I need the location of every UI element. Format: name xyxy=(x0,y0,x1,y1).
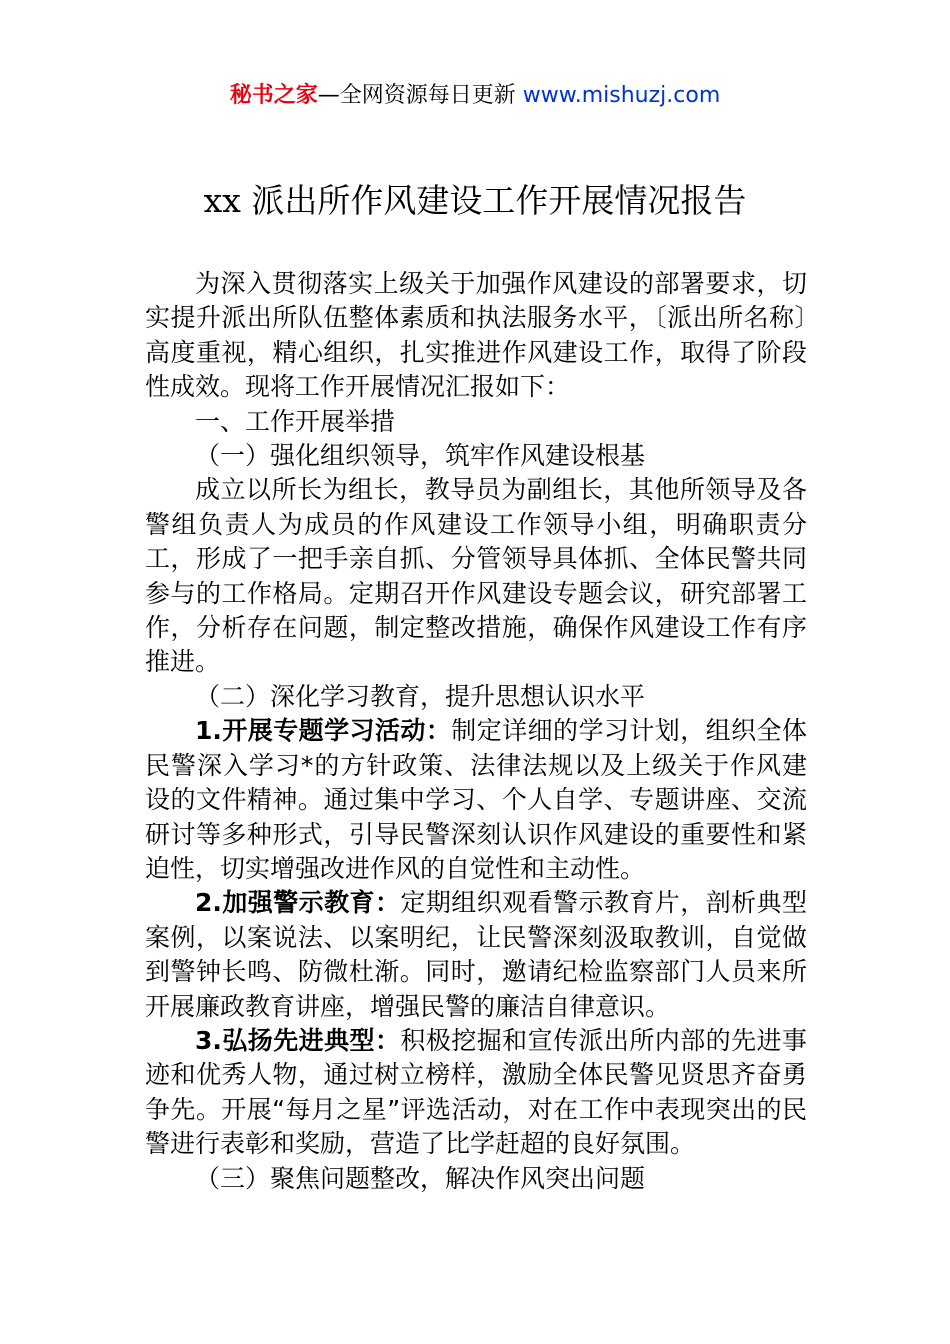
subsection-1-paragraph: 成立以所长为组长，教导员为副组长，其他所领导及各警组负责人为成员的作风建设工作领导小组，明确职责分工，形成了一把手亲自抓、分管领导具体抓、全体民警共同参与的工作格局。定期召开作风建设专题会议，研究部署工作，分析存在问题，制定整改措施，确保作风建设工作有序推进。 xyxy=(145,475,807,677)
subsection-heading-2: （二）深化学习教育，提升思想认识水平 xyxy=(195,681,646,711)
document-title xyxy=(0,178,950,224)
title-text: 派出所作风建设工作开展情况报告 xyxy=(251,181,747,220)
title-prefix: xx xyxy=(203,181,252,220)
site-url[interactable]: www.mishuzj.com xyxy=(522,83,721,108)
list-item-1-lead: 1.开展专题学习活动： xyxy=(195,716,452,746)
subsection-heading-3: （三）聚焦问题整改，解决作风突出问题 xyxy=(195,1163,646,1193)
subsection-heading-1: （一）强化组织领导，筑牢作风建设根基 xyxy=(195,441,646,471)
list-item-3-body: 积极挖掘和宣传派出所内部的先进事迹和优秀人物，通过树立榜样，激励全体民警见贤思齐奋勇争先。开展“每月之星”评选活动，对在工作中表现突出的民警进行表彰和奖励，营造了比学赶超的良好氛围。 xyxy=(145,1025,807,1159)
site-brand: 秘书之家 xyxy=(229,83,318,108)
document-body xyxy=(145,267,807,1196)
list-item-2-body: 定期组织观看警示教育片，剖析典型案例，以案说法、以案明纪，让民警深刻汲取教训，自觉做到警钟长鸣、防微杜渐。同时，邀请纪检监察部门人员来所开展廉政教育讲座，增强民警的廉洁自律意识。 xyxy=(145,888,807,1021)
section-heading-1: 一、工作开展举措 xyxy=(195,406,396,436)
list-item-1-body: 制定详细的学习计划，组织全体民警深入学习*的方针政策、法律法规以及上级关于作风建设的文件精神。通过集中学习、个人自学、专题讲座、交流研讨等多种形式，引导民警深刻认识作风建设的重要性和紧迫性，切实增强改进作风的自觉性和主动性。 xyxy=(145,716,807,883)
list-item-3-lead: 3.弘扬先进典型： xyxy=(195,1025,401,1055)
site-header xyxy=(0,78,950,114)
intro-paragraph: 为深入贯彻落实上级关于加强作风建设的部署要求，切实提升派出所队伍整体素质和执法服务水平，〔派出所名称〕高度重视，精心组织，扎实推进作风建设工作，取得了阶段性成效。现将工作开展情况汇报如下： xyxy=(145,269,807,402)
list-item-2 xyxy=(145,886,807,1024)
list-item-2-lead: 2.加强警示教育： xyxy=(195,888,401,918)
list-item-3 xyxy=(145,1024,807,1162)
site-tagline: —全网资源每日更新 xyxy=(317,83,523,108)
list-item-1 xyxy=(145,714,807,886)
